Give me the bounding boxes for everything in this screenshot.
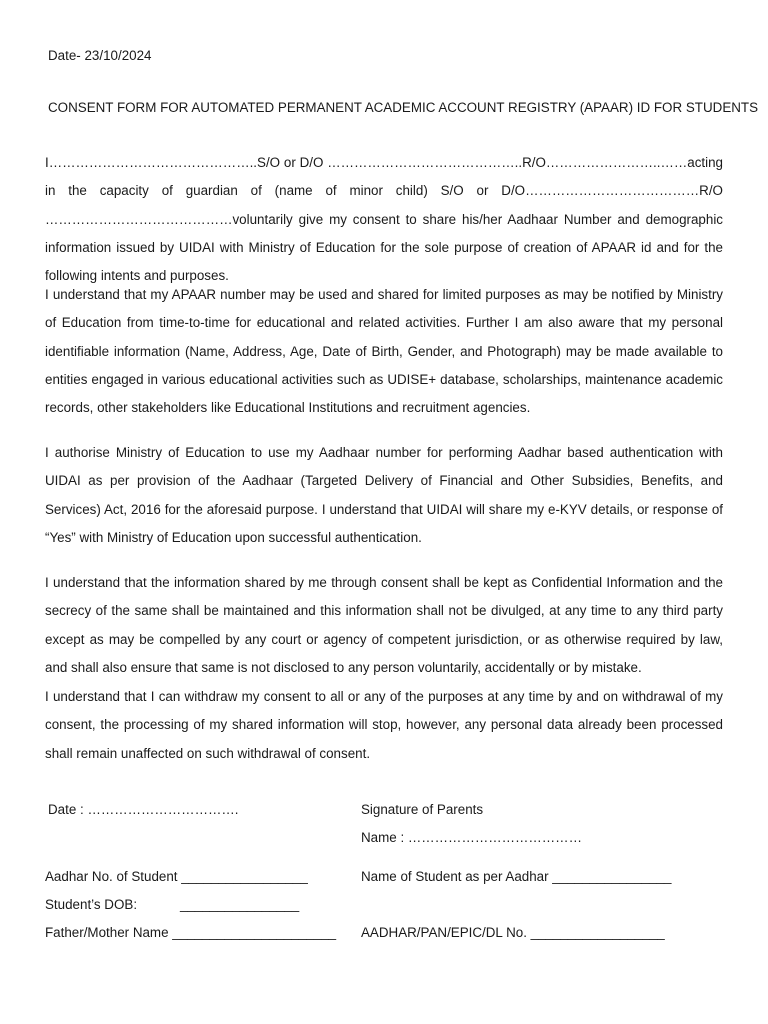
consent-paragraph-3: I authorise Ministry of Education to use my Aadhaar number for performing Aadhar based authentication with UIDAI as per provision of the Aadhaar (Targeted Delivery of Financial and Other Subsidies, Benefits, and Services) Act, 2016 for the aforesaid purpose. I understand that UIDAI will share my e-KYV details, or response of “Yes” with Ministry of Education upon successful authentication. bbox=[45, 445, 723, 545]
id-number-field[interactable]: AADHAR/PAN/EPIC/DL No. __________________ bbox=[361, 925, 665, 940]
guardian-declaration-rest: of guardian of (name of minor child) S/O or D/O…………………………………R/O ……………………………………voluntarily give my consent to share his/her Aadhaar Number and demographic information issued by UIDAI with Ministry of Education for the sole purpose of creation of APAAR id and for the following intents and purposes. bbox=[45, 183, 723, 284]
consent-paragraph-5: I understand that I can withdraw my consent to all or any of the purposes at any time by and on withdrawal of my consent, the processing of my shared information will stop, however, any personal data already been processed shall remain unaffected on such withdrawal of consent. bbox=[45, 689, 723, 761]
parent-name-field[interactable]: Name : ………………………………… bbox=[361, 830, 582, 845]
student-aadhar-field[interactable]: Aadhar No. of Student _________________ bbox=[45, 869, 308, 884]
consent-paragraph-4: I understand that the information shared by me through consent shall be kept as Confidential Information and the secrecy of the same shall be maintained and this information shall not be divulged, at any time to any third party except as may be compelled by any court or agency of competent jurisdiction, or as otherwise required by law, and shall also ensure that same is not disclosed to any person voluntarily, accidentally or by mistake. bbox=[45, 575, 723, 675]
signature-date-field[interactable]: Date : ……………………………. bbox=[48, 802, 239, 817]
student-dob-label: Student’s DOB: bbox=[45, 897, 138, 912]
student-dob-field[interactable]: ________________ bbox=[180, 897, 300, 912]
guardian-declaration-line: I………………………………………..S/O or D/O ……………………………………..R/O……………………..……acting in the capacity bbox=[45, 155, 723, 199]
form-title: CONSENT FORM FOR AUTOMATED PERMANENT ACADEMIC ACCOUNT REGISTRY (APAAR) ID FOR STUDENTS bbox=[48, 100, 759, 115]
signature-of-parents-label: Signature of Parents bbox=[361, 802, 484, 817]
student-name-field[interactable]: Name of Student as per Aadhar ________________ bbox=[361, 869, 672, 884]
consent-paragraph-1 bbox=[45, 149, 723, 290]
form-date: Date- 23/10/2024 bbox=[48, 48, 152, 63]
parent-full-name-field[interactable]: Father/Mother Name ______________________ bbox=[45, 925, 337, 940]
consent-paragraph-2: I understand that my APAAR number may be used and shared for limited purposes as may be notified by Ministry of Education from time-to-time for educational and related activities. Further I am also aware that my personal identifiable information (Name, Address, Age, Date of Birth, Gender, and Photograph) may be made available to entities engaged in various educational activities such as UDISE+ database, scholarships, maintenance academic records, other stakeholders like Educational Institutions and recruitment agencies. bbox=[45, 287, 723, 416]
